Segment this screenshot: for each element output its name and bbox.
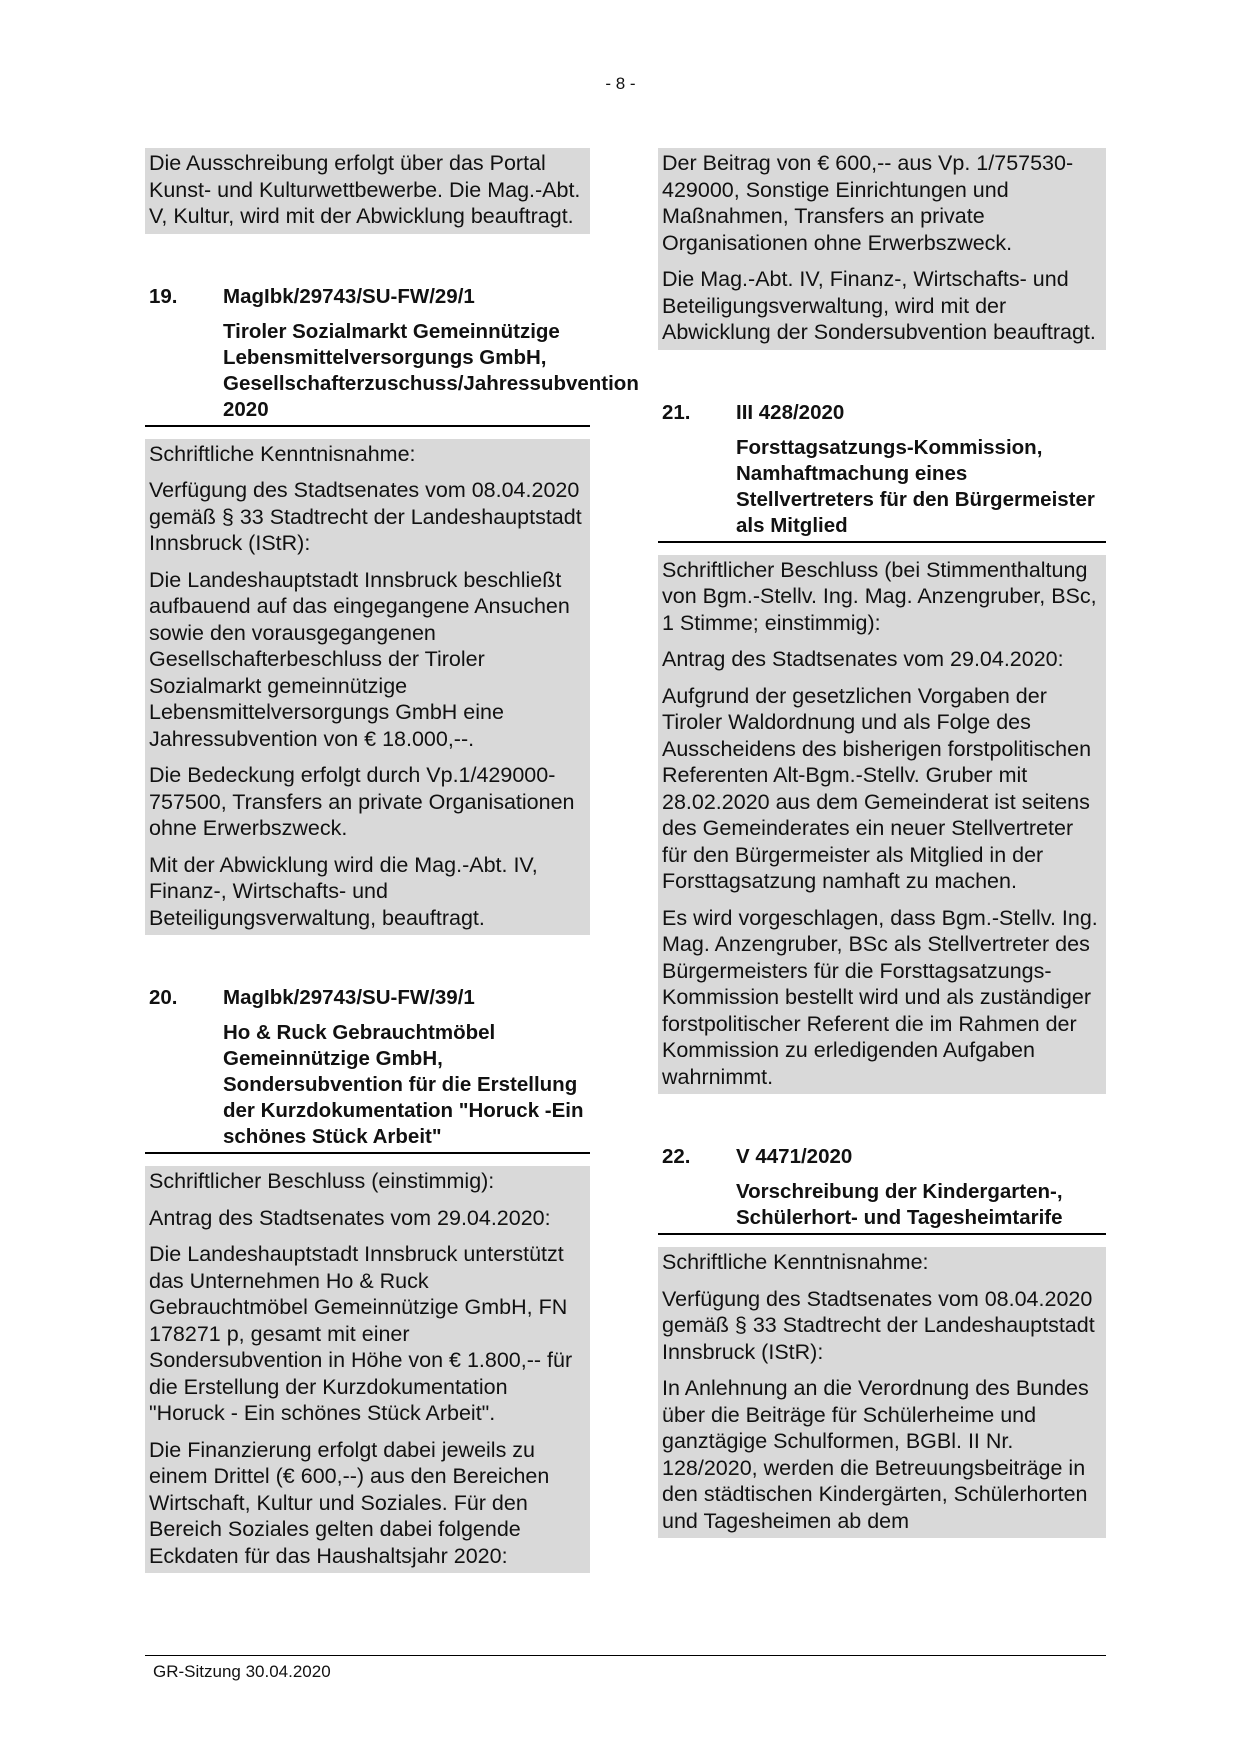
divider (145, 1152, 590, 1154)
item-title: Ho & Ruck Gebrauchtmöbel Gemeinnützige GmbH, Sondersubvention für die Erstellung der Kurzdokumentation "Horuck -Ein schönes Stück Arbeit" (223, 1021, 584, 1148)
paragraph: Schriftliche Kenntnisnahme: (149, 441, 416, 466)
item-number: 19. (149, 284, 178, 308)
paragraph: Die Ausschreibung erfolgt über das Portal Kunst- und Kulturwettbewerbe. Die Mag.-Abt. V, Kultur, wird mit der Abwicklung beauftragt. (149, 151, 581, 228)
right-intro-block (658, 148, 1106, 350)
paragraph: Antrag des Stadtsenates vom 29.04.2020: (149, 1205, 551, 1230)
item-body (658, 555, 1106, 1095)
agenda-item-22 (658, 1144, 1106, 1538)
divider (658, 1233, 1106, 1235)
item-number: 22. (662, 1145, 691, 1168)
paragraph: Der Beitrag von € 600,-- aus Vp. 1/757530-429000, Sonstige Einrichtungen und Maßnahmen, Transfers an private Organisationen ohne Erwerbszweck. (662, 151, 1074, 255)
paragraph: Schriftlicher Beschluss (einstimmig): (149, 1169, 495, 1193)
item-body (658, 1247, 1106, 1538)
footer-divider (145, 1655, 1106, 1656)
paragraph: Verfügung des Stadtsenates vom 08.04.2020 gemäß § 33 Stadtrecht der Landeshauptstadt Innsbruck (IStR): (662, 1286, 1095, 1364)
item-heading (145, 985, 590, 1011)
paragraph: Die Bedeckung erfolgt durch Vp.1/429000-757500, Transfers an private Organisationen ohne Erwerbszweck. (149, 763, 575, 840)
paragraph: Mit der Abwicklung wird die Mag.-Abt. IV, Finanz-, Wirtschafts- und Beteiligungsverwaltung, beauftragt. (149, 852, 538, 930)
item-heading (145, 284, 590, 310)
left-column (145, 148, 639, 1573)
left-intro-block (145, 148, 590, 234)
paragraph: Es wird vorgeschlagen, dass Bgm.-Stellv. Ing. Mag. Anzengruber, BSc als Stellvertreter des Bürgermeisters für die Forsttagsatzungs-Kommission bestellt wird und als zuständiger forstpolitischer Referent die im Rahmen der Kommission zu erledigenden Aufgaben wahrnimmt. (662, 905, 1098, 1089)
item-reference: MagIbk/29743/SU-FW/29/1 (223, 284, 475, 308)
agenda-item-20 (145, 985, 590, 1573)
paragraph: Die Landeshauptstadt Innsbruck beschließt aufbauend auf das eingegangene Ansuchen sowie den vorausgegangenen Gesellschafterbeschluss der Tiroler Sozialmarkt gemeinnützige Lebensmittelversorgungs GmbH eine Jahressubvention von € 18.000,--. (149, 567, 570, 751)
paragraph: Die Mag.-Abt. IV, Finanz-, Wirtschafts- und Beteiligungsverwaltung, wird mit der Abwicklung der Sondersubvention beauftragt. (662, 267, 1096, 344)
paragraph: Verfügung des Stadtsenates vom 08.04.2020 gemäß § 33 Stadtrecht der Landeshauptstadt Innsbruck (IStR): (149, 478, 582, 555)
paragraph: Die Finanzierung erfolgt dabei jeweils zu einem Drittel (€ 600,--) aus den Bereichen Wirtschaft, Kultur und Soziales. Für den Bereich Soziales gelten dabei folgende Eckdaten für das Haushaltsjahr 2020: (149, 1437, 550, 1568)
agenda-item-21 (658, 400, 1106, 1095)
paragraph: Aufgrund der gesetzlichen Vorgaben der Tiroler Waldordnung und als Folge des Ausscheidens des bisherigen forstpolitischen Referenten Alt-Bgm.-Stellv. Gruber mit 28.02.2020 aus dem Gemeinderat ist seitens des Gemeinderates ein neuer Stellvertreter für den Bürgermeister als Mitglied in der Forsttagsatzung namhaft zu machen. (662, 683, 1092, 893)
item-body (145, 439, 590, 936)
agenda-item-19 (145, 284, 639, 936)
item-body (145, 1166, 590, 1573)
item-heading (658, 400, 1106, 426)
right-column (658, 148, 1106, 1538)
item-number: 21. (662, 400, 691, 424)
item-reference: MagIbk/29743/SU-FW/39/1 (223, 986, 475, 1009)
paragraph: Schriftlicher Beschluss (bei Stimmenthaltung von Bgm.-Stellv. Ing. Mag. Anzengruber, BSc, 1 Stimme; einstimmig): (662, 557, 1097, 635)
item-title: Tiroler Sozialmarkt Gemeinnützige Lebensmittelversorgungs GmbH, Gesellschafterzuschuss/Jahressubvention 2020 (223, 319, 639, 421)
footer-text: GR-Sitzung 30.04.2020 (153, 1662, 331, 1681)
divider (658, 541, 1106, 543)
item-title: Forsttagsatzungs-Kommission, Namhaftmachung eines Stellvertreters für den Bürgermeister als Mitglied (736, 435, 1095, 537)
paragraph: Die Landeshauptstadt Innsbruck unterstützt das Unternehmen Ho & Ruck Gebrauchtmöbel Gemeinnützige GmbH, FN 178271 p, gesamt mit einer Sondersubvention in Höhe von € 1.800,-- für die Erstellung der Kurzdokumentation "Horuck - Ein schönes Stück Arbeit". (149, 1242, 573, 1425)
paragraph: Schriftliche Kenntnisnahme: (662, 1250, 929, 1274)
divider (145, 425, 590, 427)
paragraph: Antrag des Stadtsenates vom 29.04.2020: (662, 647, 1064, 671)
item-heading (658, 1144, 1106, 1170)
page-number: - 8 - (605, 74, 636, 93)
item-title: Vorschreibung der Kindergarten-, Schülerhort- und Tagesheimtarife (736, 1180, 1063, 1229)
item-number: 20. (149, 986, 178, 1009)
paragraph: In Anlehnung an die Verordnung des Bundes über die Beiträge für Schülerheime und ganztägige Schulformen, BGBl. II Nr. 128/2020, werden die Betreuungsbeiträge in den städtischen Kindergärten, Schülerhorten und Tagesheimen ab dem (662, 1376, 1089, 1533)
item-reference: V 4471/2020 (736, 1145, 853, 1168)
item-reference: III 428/2020 (736, 400, 845, 424)
